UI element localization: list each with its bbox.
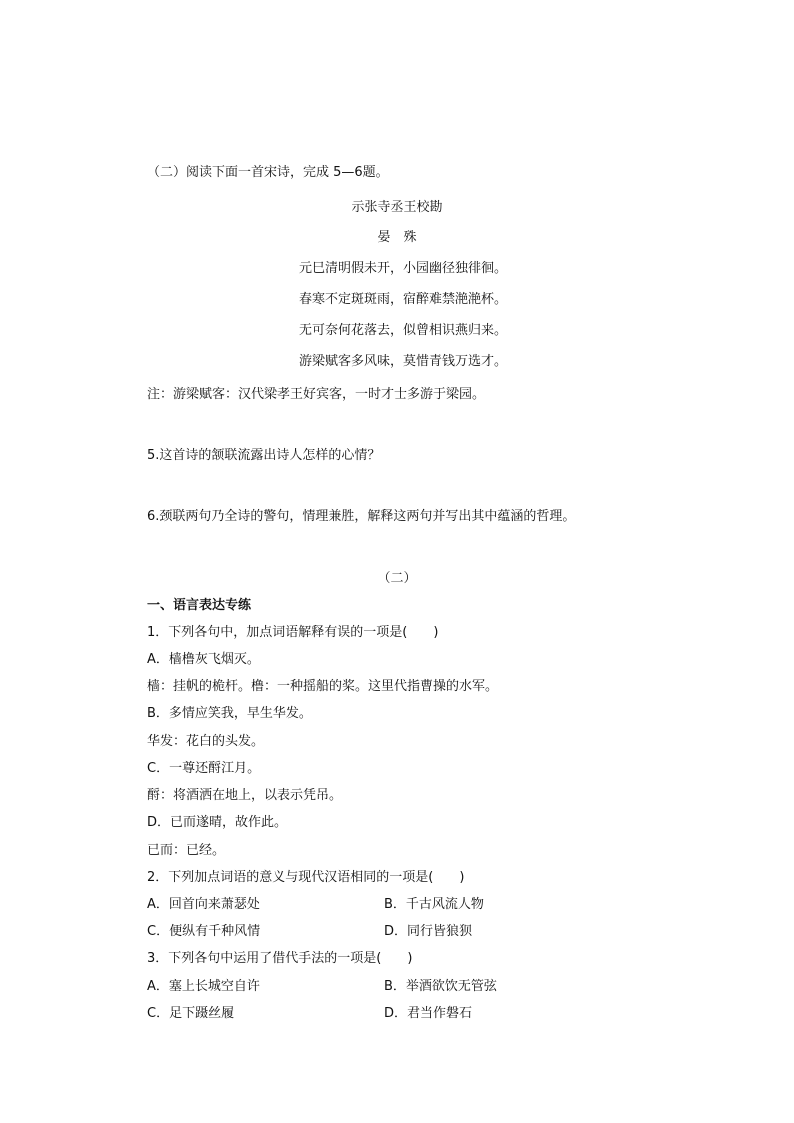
- q1-option-c-explanation: 酹：将酒洒在地上，以表示凭吊。: [147, 788, 343, 803]
- q3-option-a: A．塞上长城空自许: [147, 979, 260, 994]
- poem-line-3: 无可奈何花落去，似曾相识燕归来。: [299, 323, 508, 338]
- q1-option-d-explanation: 已而：已经。: [147, 843, 226, 858]
- reading-instruction: （二）阅读下面一首宋诗，完成 5—6题。: [147, 165, 389, 180]
- question-6: 6.颈联两句乃全诗的警句，情理兼胜，解释这两句并写出其中蕴涵的哲理。: [147, 509, 576, 524]
- q2-option-c: C．便纵有千种风情: [147, 924, 261, 939]
- q3-option-c: C．足下蹑丝履: [147, 1006, 235, 1021]
- q1-option-b: B．多情应笑我，早生华发。: [147, 706, 312, 721]
- q2-option-a: A．回首向来萧瑟处: [147, 897, 260, 912]
- poem-line-4: 游梁赋客多风味，莫惜青钱万选才。: [299, 354, 508, 369]
- q2-stem: 2．下列加点词语的意义与现代汉语相同的一项是( ): [147, 870, 465, 885]
- q3-stem: 3．下列各句中运用了借代手法的一项是( ): [147, 951, 413, 966]
- poem-line-2: 春寒不定斑斑雨，宿醉难禁滟滟杯。: [299, 292, 508, 307]
- poem-author: 晏 殊: [377, 230, 417, 245]
- q3-option-d: D．君当作磐石: [384, 1006, 473, 1021]
- q1-option-c: C．一尊还酹江月。: [147, 761, 261, 776]
- q1-option-a: A．樯橹灰飞烟灭。: [147, 652, 260, 667]
- poem-title: 示张寺丞王校勘: [351, 200, 443, 215]
- part-two-heading: （二）: [377, 571, 417, 586]
- language-expression-title: 一、语言表达专练: [147, 598, 252, 613]
- poem-note: 注：游梁赋客：汉代梁孝王好宾客，一时才士多游于梁园。: [147, 387, 486, 402]
- q2-option-d: D．同行皆狼狈: [384, 924, 473, 939]
- q1-stem: 1．下列各句中，加点词语解释有误的一项是( ): [147, 625, 439, 640]
- poem-line-1: 元巳清明假未开，小园幽径独徘徊。: [299, 261, 508, 276]
- q1-option-b-explanation: 华发：花白的头发。: [147, 734, 265, 749]
- q1-option-a-explanation: 樯：挂帆的桅杆。橹：一种摇船的桨。这里代指曹操的水军。: [147, 679, 499, 694]
- question-5: 5.这首诗的颔联流露出诗人怎样的心情？: [147, 448, 381, 463]
- q3-option-b: B．举酒欲饮无管弦: [384, 979, 497, 994]
- q2-option-b: B．千古风流人物: [384, 897, 484, 912]
- q1-option-d: D．已而遂晴，故作此。: [147, 815, 288, 830]
